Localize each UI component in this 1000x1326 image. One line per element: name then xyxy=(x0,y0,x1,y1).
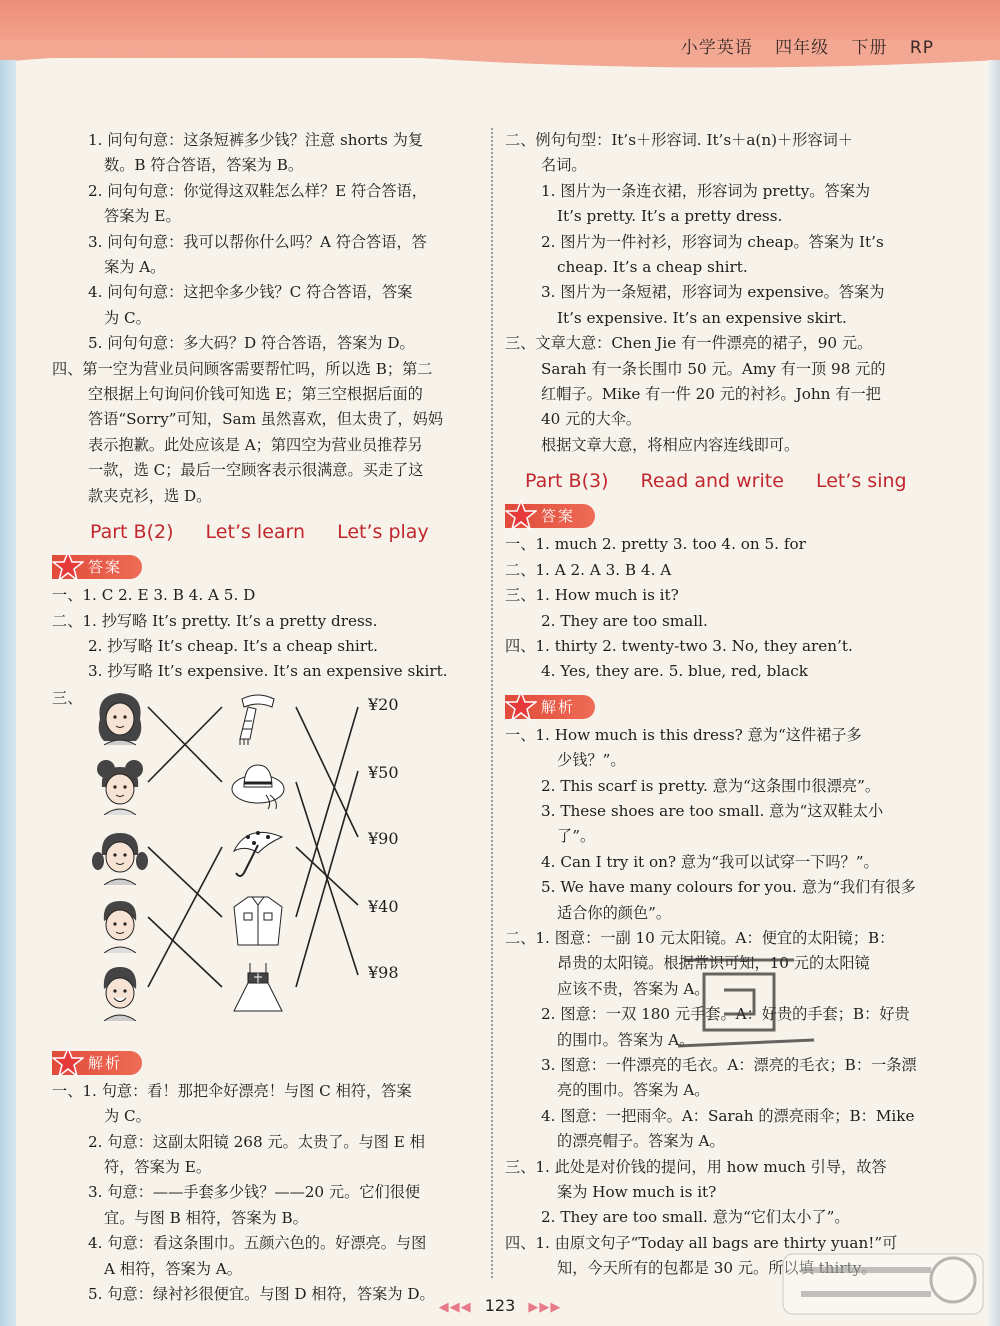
text-line: 昂贵的太阳镜。根据常识可知，10 元的太阳镜 xyxy=(557,954,870,973)
text-line: A 相符，答案为 A。 xyxy=(104,1259,242,1278)
text-line: 4. Can I try it on? 意为“我可以试穿一下吗？”。 xyxy=(541,852,879,871)
text-line: 三、文章大意：Chen Jie 有一件漂亮的裙子，90 元。 xyxy=(505,334,873,353)
section-play: Let’s play xyxy=(337,521,429,544)
section-part: Part B(2) xyxy=(90,521,174,544)
text-line: 二、例句句型：It’s＋形容词. It’s＋a(n)＋形容词＋ xyxy=(505,131,853,149)
section-title-b3 xyxy=(525,470,935,492)
section-sing: Let’s sing xyxy=(815,470,907,493)
text-line: 数。B 符合答语，答案为 B。 xyxy=(104,156,304,175)
star-icon xyxy=(505,499,537,531)
text-line: 2. 图片为一件衬衫，形容词为 cheap。答案为 It’s xyxy=(541,232,884,251)
text-line: 2. 抄写略 It’s cheap. It’s a cheap shirt. xyxy=(88,636,378,655)
text-line: 3. These shoes are too small. 意为“这双鞋太小 xyxy=(541,801,884,820)
text-line: 的漂亮帽子。答案为 A。 xyxy=(557,1132,725,1151)
text-line: 案为 How much is it? xyxy=(557,1183,717,1202)
footer-left-arrows: ◀◀◀ xyxy=(438,1300,472,1315)
text-line: 表示抱歉。此处应该是 A；第四空为营业员推荐另 xyxy=(88,435,423,454)
text-line: 四、第一空为营业员问顾客需要帮忙吗，所以选 B；第二 xyxy=(52,359,433,378)
text-line: 一、1. C 2. E 3. B 4. A 5. D xyxy=(52,586,256,605)
text-line: 2. They are too small. 意为“它们太小了”。 xyxy=(541,1208,850,1227)
text-line: 3. 句意：——手套多少钱？——20 元。它们很便 xyxy=(88,1183,421,1202)
text-line: 二、1. 图意：一副 10 元太阳镜。A：便宜的太阳镜；B： xyxy=(505,928,895,947)
text-line: 4. 图意：一把雨伞。A：Sarah 的漂亮雨伞；B：Mike xyxy=(541,1106,915,1125)
text-line: 亮的围巾。答案为 A。 xyxy=(557,1081,710,1100)
left-analysis xyxy=(52,1079,482,1308)
text-line: It’s pretty. It’s a pretty dress. xyxy=(557,207,783,226)
left-column xyxy=(52,128,482,1307)
text-line: 案为 A。 xyxy=(104,258,166,277)
star-icon xyxy=(52,550,84,582)
text-line: 5. 句意：绿衬衫很便宜。与图 D 相符，答案为 D。 xyxy=(88,1284,435,1303)
answer-tag: 答案 xyxy=(52,555,142,579)
star-icon xyxy=(52,1046,84,1078)
text-line: 1. 图片为一条连衣裙，形容词为 pretty。答案为 xyxy=(541,181,871,200)
text-line: 二、1. A 2. A 3. B 4. A xyxy=(505,560,672,579)
text-line: 一、1. much 2. pretty 3. too 4. on 5. for xyxy=(505,535,806,554)
header-grade: 四年级 xyxy=(775,38,830,58)
text-line: 少钱？”。 xyxy=(557,751,626,770)
text-line: 宜。与图 B 相符，答案为 B。 xyxy=(104,1208,308,1227)
text-line: 二、1. 抄写略 It’s pretty. It’s a pretty dress. xyxy=(52,611,378,630)
section-read: Read and write xyxy=(640,470,784,493)
text-line: 2. 图意：一双 180 元手套。A：好贵的手套；B：好贵 xyxy=(541,1005,910,1024)
text-line: 4. Yes, they are. 5. blue, red, black xyxy=(541,662,808,681)
answer-tag: 答案 xyxy=(505,504,595,528)
price-label: ¥98 xyxy=(368,962,399,982)
text-line: cheap. It’s a cheap shirt. xyxy=(557,258,748,277)
star-icon xyxy=(505,690,537,722)
text-line: 款夹克衫，选 D。 xyxy=(88,486,212,505)
match-label: 三、 xyxy=(52,688,83,707)
text-line: 知，今天所有的包都是 30 元。所以填 thirty。 xyxy=(557,1259,877,1278)
footer-right-arrows: ▶▶▶ xyxy=(528,1300,562,1315)
text-line: 符，答案为 E。 xyxy=(104,1157,212,1176)
text-line: It’s expensive. It’s an expensive skirt. xyxy=(557,308,847,327)
price-label: ¥40 xyxy=(368,896,399,916)
text-line: 空根据上句询问价钱可知选 E；第三空根据后面的 xyxy=(88,385,423,404)
right-answers xyxy=(505,532,935,684)
text-line: 为 C。 xyxy=(104,1107,151,1126)
page-footer xyxy=(0,1296,1000,1315)
text-line: 40 元的大伞。 xyxy=(541,410,642,429)
section-title-b2 xyxy=(90,521,482,543)
text-line: 2. 句意：这副太阳镜 268 元。太贵了。与图 E 相 xyxy=(88,1132,425,1151)
text-line: 四、1. thirty 2. twenty-two 3. No, they aren’t. xyxy=(505,636,853,655)
left-top-text xyxy=(52,128,482,509)
text-line: 2. This scarf is pretty. 意为“这条围巾很漂亮”。 xyxy=(541,776,881,795)
text-line: 4. 句意：看这条围巾。五颜六色的。好漂亮。与图 xyxy=(88,1234,427,1253)
text-line: 三、1. 此处是对价钱的提问，用 how much 引导，故答 xyxy=(505,1157,887,1176)
right-top-text xyxy=(505,128,935,458)
price-label: ¥50 xyxy=(368,762,399,782)
text-line: 5. 问句句意：多大码？D 符合答语，答案为 D。 xyxy=(88,334,415,353)
section-part: Part B(3) xyxy=(525,470,609,493)
text-line: 四、1. 由原文句子“Today all bags are thirty yuan!”可 xyxy=(505,1233,898,1252)
text-line: 答案为 E。 xyxy=(104,207,181,226)
section-learn: Let’s learn xyxy=(205,521,306,544)
match-lines xyxy=(52,687,482,1047)
text-line: 一款，选 C；最后一空顾客表示很满意。买走了这 xyxy=(88,461,424,480)
header-subject: 小学英语 xyxy=(680,38,753,58)
analysis-tag: 解析 xyxy=(505,695,595,719)
page-header xyxy=(665,33,934,58)
text-line: 1. 问句句意：这条短裤多少钱？注意 shorts 为复 xyxy=(88,131,424,149)
column-divider xyxy=(491,128,493,1278)
header-edition: RP xyxy=(909,38,934,58)
text-line: 2. They are too small. xyxy=(541,611,708,630)
page-number: 123 xyxy=(484,1296,516,1315)
price-label: ¥20 xyxy=(368,694,399,714)
text-line: 3. 图意：一件漂亮的毛衣。A：漂亮的毛衣；B：一条漂 xyxy=(541,1056,917,1074)
text-line: 红帽子。Mike 有一件 20 元的衬衫。John 有一把 xyxy=(541,385,881,404)
text-line: 了”。 xyxy=(557,827,596,846)
right-edge-strip xyxy=(988,60,1000,1326)
header-volume: 下册 xyxy=(851,38,888,58)
left-answers xyxy=(52,583,482,685)
price-label: ¥90 xyxy=(368,828,399,848)
text-line: 3. 问句句意：我可以帮你什么吗？A 符合答语，答 xyxy=(88,232,427,251)
text-line: 3. 抄写略 It’s expensive. It’s an expensive skirt. xyxy=(88,662,448,681)
text-line: 根据文章大意，将相应内容连线即可。 xyxy=(541,435,800,454)
analysis-tag: 解析 xyxy=(52,1051,142,1075)
text-line: 3. 图片为一条短裙，形容词为 expensive。答案为 xyxy=(541,283,885,302)
text-line: 2. 问句句意：你觉得这双鞋怎么样？E 符合答语， xyxy=(88,181,427,200)
text-line: 一、1. How much is this dress? 意为“这件裙子多 xyxy=(505,725,862,744)
text-line: 一、1. 句意：看！那把伞好漂亮！与图 C 相符，答案 xyxy=(52,1081,412,1100)
left-edge-strip xyxy=(0,60,16,1326)
text-line: 的围巾。答案为 A。 xyxy=(557,1030,695,1049)
right-column xyxy=(505,128,935,1282)
text-line: 三、1. How much is it? xyxy=(505,586,679,605)
matching-exercise xyxy=(52,687,482,1047)
text-line: 4. 问句句意：这把伞多少钱？C 符合答语，答案 xyxy=(88,283,413,302)
text-line: 适合你的颜色”。 xyxy=(557,903,672,922)
text-line: 5. We have many colours for you. 意为“我们有很多 xyxy=(541,878,916,897)
stamp-mark-icon xyxy=(664,950,824,1070)
text-line: 名词。 xyxy=(541,156,587,175)
text-line: 应该不贵，答案为 A。 xyxy=(557,979,710,998)
text-line: 为 C。 xyxy=(104,308,151,327)
text-line: 答语“Sorry”可知，Sam 虽然喜欢，但太贵了，妈妈 xyxy=(88,410,444,429)
text-line: Sarah 有一条长围巾 50 元。Amy 有一顶 98 元的 xyxy=(541,359,886,378)
